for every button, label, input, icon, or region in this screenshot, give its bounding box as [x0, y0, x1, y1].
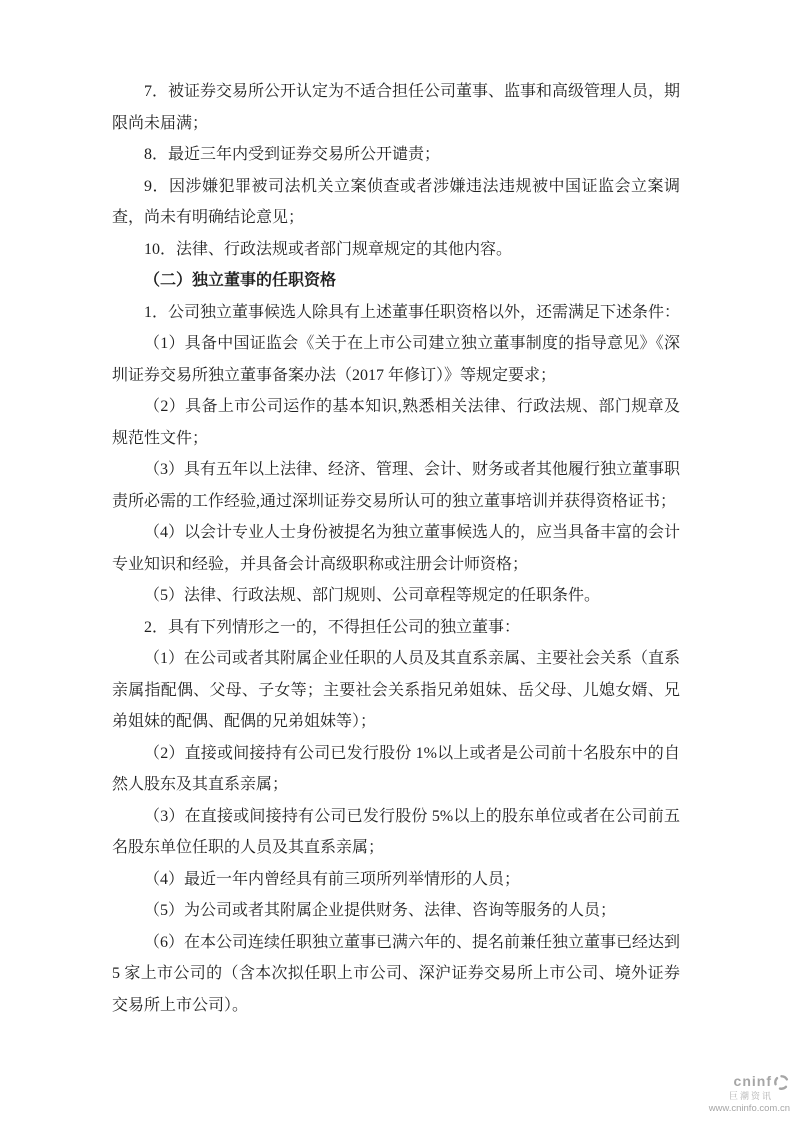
paragraph-clause-1-item-5: （5）法律、行政法规、部门规则、公司章程等规定的任职条件。: [144, 587, 601, 604]
paragraph-clause-1-intro: 1．公司独立董事候选人除具有上述董事任职资格以外，还需满足下述条件：: [144, 303, 681, 321]
paragraph-item-7: 7．被证券交易所公开认定为不适合担任公司董事、监事和高级管理人员，期限尚未届满；: [112, 83, 681, 132]
paragraph-clause-2-item-3: （3）在直接或间接持有公司已发行股份 5%以上的股东单位或者在公司前五名股东单位任职的人员及其直系亲属；: [112, 807, 680, 856]
paragraph-clause-1-item-3: （3）具有五年以上法律、经济、管理、会计、财务或者其他履行独立董事职责所必需的工作经验,通过深圳证券交易所认可的独立董事培训并获得资格证书；: [112, 461, 681, 510]
document-body: [112, 76, 680, 1021]
paragraph-clause-1-item-1: （1）具备中国证监会《关于在上市公司建立独立董事制度的指导意见》《深圳证券交易所独立董事备案办法（2017 年修订）》等规定要求；: [112, 335, 680, 384]
paragraph-clause-2-item-4: （4）最近一年内曾经具有前三项所列举情形的人员；: [144, 870, 521, 888]
paragraph-clause-2-item-1: （1）在公司或者其附属企业任职的人员及其直系亲属、主要社会关系（直系亲属指配偶、父母、子女等；主要社会关系指兄弟姐妹、岳父母、儿媳女婿、兄弟姐妹的配偶、配偶的兄弟姐妹等）；: [112, 650, 681, 730]
paragraph-clause-1-item-2: （2）具备上市公司运作的基本知识,熟悉相关法律、行政法规、部门规章及规范性文件；: [112, 398, 680, 447]
paragraph-clause-2-intro: 2．具有下列情形之一的，不得担任公司的独立董事：: [144, 618, 521, 636]
paragraph-clause-1-item-4: （4）以会计专业人士身份被提名为独立董事候选人的，应当具备丰富的会计专业知识和经验，并具备会计高级职称或注册会计师资格；: [112, 524, 681, 573]
cninfo-swirl-icon: [773, 1074, 790, 1091]
paragraph-clause-2-item-5: （5）为公司或者其附属企业提供财务、法律、咨询等服务的人员；: [144, 902, 617, 919]
section-heading-independent-director-qualifications: （二）独立董事的任职资格: [144, 272, 337, 289]
paragraph-item-10: 10．法律、行政法规或者部门规章规定的其他内容。: [144, 240, 513, 258]
cninfo-brand-text: cninf: [733, 1073, 772, 1090]
cninfo-brand-row: [734, 1074, 790, 1091]
paragraph-item-8: 8．最近三年内受到证券交易所公开谴责；: [144, 146, 441, 163]
paragraph-clause-2-item-2: （2）直接或间接持有公司已发行股份 1%以上或者是公司前十名股东中的自然人股东及其直系亲属；: [112, 744, 680, 793]
cninfo-logo: [709, 1074, 790, 1114]
paragraph-clause-2-item-6: （6）在本公司连续任职独立董事已满六年的、提名前兼任独立董事已经达到 5 家上市公司的（含本次拟任职上市公司、深沪证券交易所上市公司、境外证券交易所上市公司）。: [112, 933, 681, 1014]
paragraph-item-9: 9．因涉嫌犯罪被司法机关立案侦查或者涉嫌违法违规被中国证监会立案调查，尚未有明确结论意见；: [112, 177, 680, 226]
cninfo-chinese-name: 巨潮资讯: [728, 1090, 773, 1101]
cninfo-url: www.cninfo.com.cn: [708, 1102, 790, 1114]
